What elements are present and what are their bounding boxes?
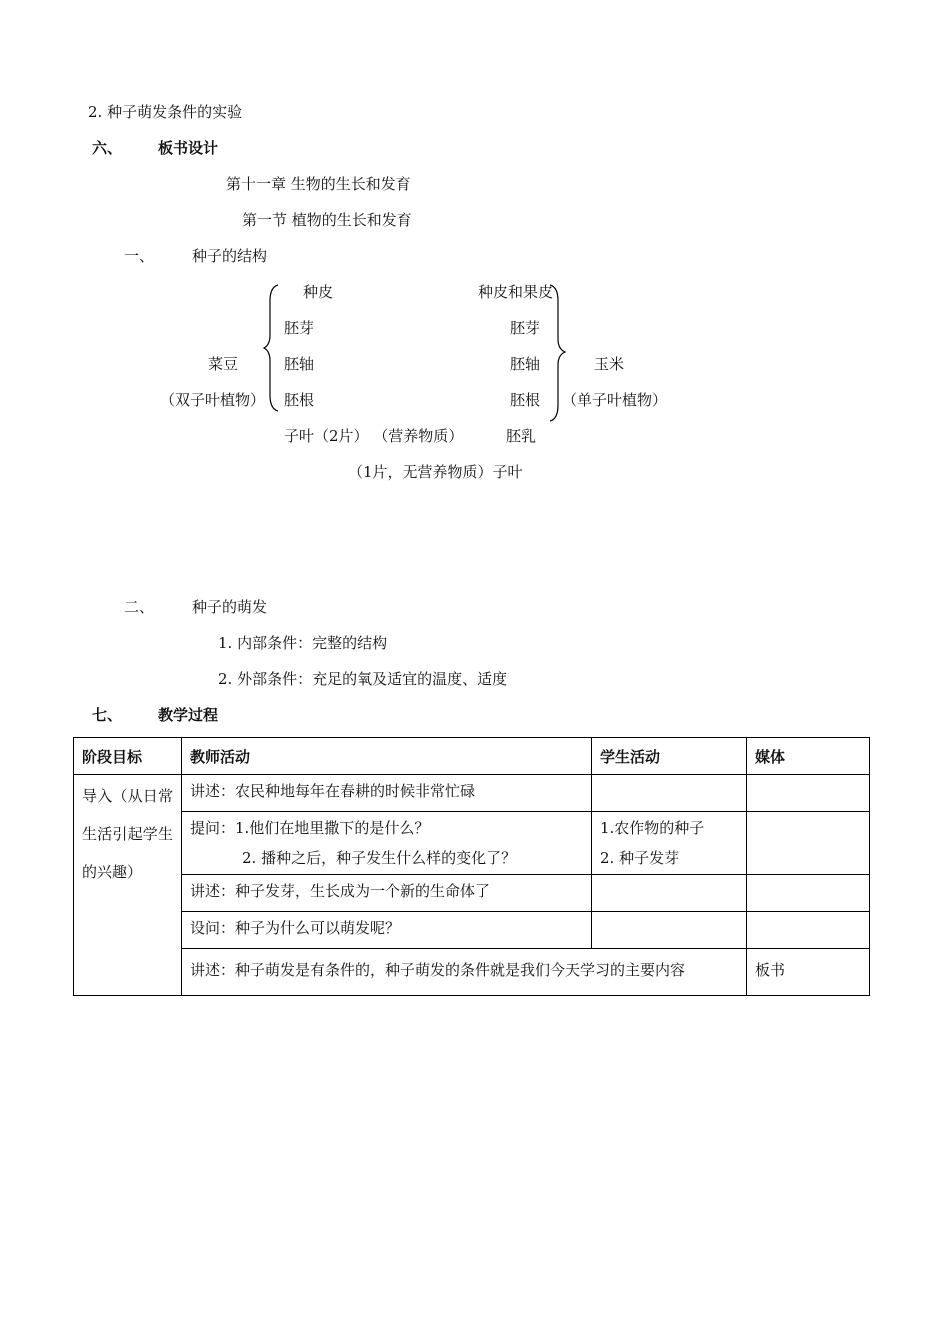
stage-goal-cell: 导入（从日常生活引起学生的兴趣） xyxy=(74,775,182,996)
teacher-question-2: 2. 播种之后，种子发生什么样的变化了？ xyxy=(242,849,517,867)
corn-type: （单子叶植物） xyxy=(562,391,668,409)
header-teacher-activity: 教师活动 xyxy=(182,738,592,775)
media-cell xyxy=(747,875,870,912)
table-row xyxy=(74,812,870,875)
student-activity-cell xyxy=(592,812,747,875)
table-row xyxy=(74,912,870,949)
header-student-activity: 学生活动 xyxy=(592,738,747,775)
table-header-row xyxy=(74,738,870,775)
student-activity-cell xyxy=(592,875,747,912)
student-answer-1: 1.农作物的种子 xyxy=(600,819,705,837)
corn-endosperm: 胚乳 xyxy=(506,427,537,445)
media-cell xyxy=(747,775,870,812)
chapter-title: 第十一章 生物的生长和发育 xyxy=(226,175,411,193)
corn-plumule: 胚芽 xyxy=(510,319,541,337)
corn-seed-coat: 种皮和果皮 xyxy=(478,283,554,301)
table-row xyxy=(74,949,870,996)
section7-title: 教学过程 xyxy=(158,706,219,724)
teacher-activity-cell xyxy=(182,812,592,875)
corn-cotyledon: （1片，无营养物质）子叶 xyxy=(348,463,523,481)
bean-plumule: 胚芽 xyxy=(284,319,315,337)
media-cell xyxy=(747,912,870,949)
corn-hypocotyl: 胚轴 xyxy=(510,355,541,373)
bean-seed-coat: 种皮 xyxy=(303,283,334,301)
header-stage-goal: 阶段目标 xyxy=(74,738,182,775)
table-row xyxy=(74,775,870,812)
section6-title: 板书设计 xyxy=(158,139,219,157)
teaching-process-table xyxy=(73,737,870,996)
experiment-item: 2. 种子萌发条件的实验 xyxy=(88,103,243,121)
section6-number: 六、 xyxy=(92,139,123,157)
teacher-activity-cell: 讲述：种子萌发是有条件的，种子萌发的条件就是我们今天学习的主要内容 xyxy=(182,949,747,996)
media-cell: 板书 xyxy=(747,949,870,996)
bean-type: （双子叶植物） xyxy=(160,391,266,409)
part2-title: 种子的萌发 xyxy=(192,598,268,616)
part1-title: 种子的结构 xyxy=(192,247,268,265)
internal-condition: 1. 内部条件：完整的结构 xyxy=(218,634,388,652)
table-row xyxy=(74,875,870,912)
bean-radicle: 胚根 xyxy=(284,391,315,409)
bean-label: 菜豆 xyxy=(208,355,239,373)
student-activity-cell xyxy=(592,912,747,949)
section7-number: 七、 xyxy=(92,706,123,724)
part2-number: 二、 xyxy=(124,598,155,616)
teacher-activity-cell: 讲述：农民种地每年在春耕的时候非常忙碌 xyxy=(182,775,592,812)
bean-hypocotyl: 胚轴 xyxy=(284,355,315,373)
teacher-activity-cell: 讲述：种子发芽，生长成为一个新的生命体了 xyxy=(182,875,592,912)
media-cell xyxy=(747,812,870,875)
bean-cotyledon: 子叶（2片） （营养物质） xyxy=(284,427,464,445)
teacher-question-1: 提问：1.他们在地里撒下的是什么？ xyxy=(190,819,430,837)
external-condition: 2. 外部条件：充足的氧及适宜的温度、适度 xyxy=(218,670,508,688)
corn-radicle: 胚根 xyxy=(510,391,541,409)
lesson-title: 第一节 植物的生长和发育 xyxy=(242,211,412,229)
part1-number: 一、 xyxy=(124,247,155,265)
teacher-activity-cell: 设问：种子为什么可以萌发呢？ xyxy=(182,912,592,949)
corn-label: 玉米 xyxy=(594,355,625,373)
student-activity-cell xyxy=(592,775,747,812)
student-answer-2: 2. 种子发芽 xyxy=(600,849,680,867)
header-media: 媒体 xyxy=(747,738,870,775)
